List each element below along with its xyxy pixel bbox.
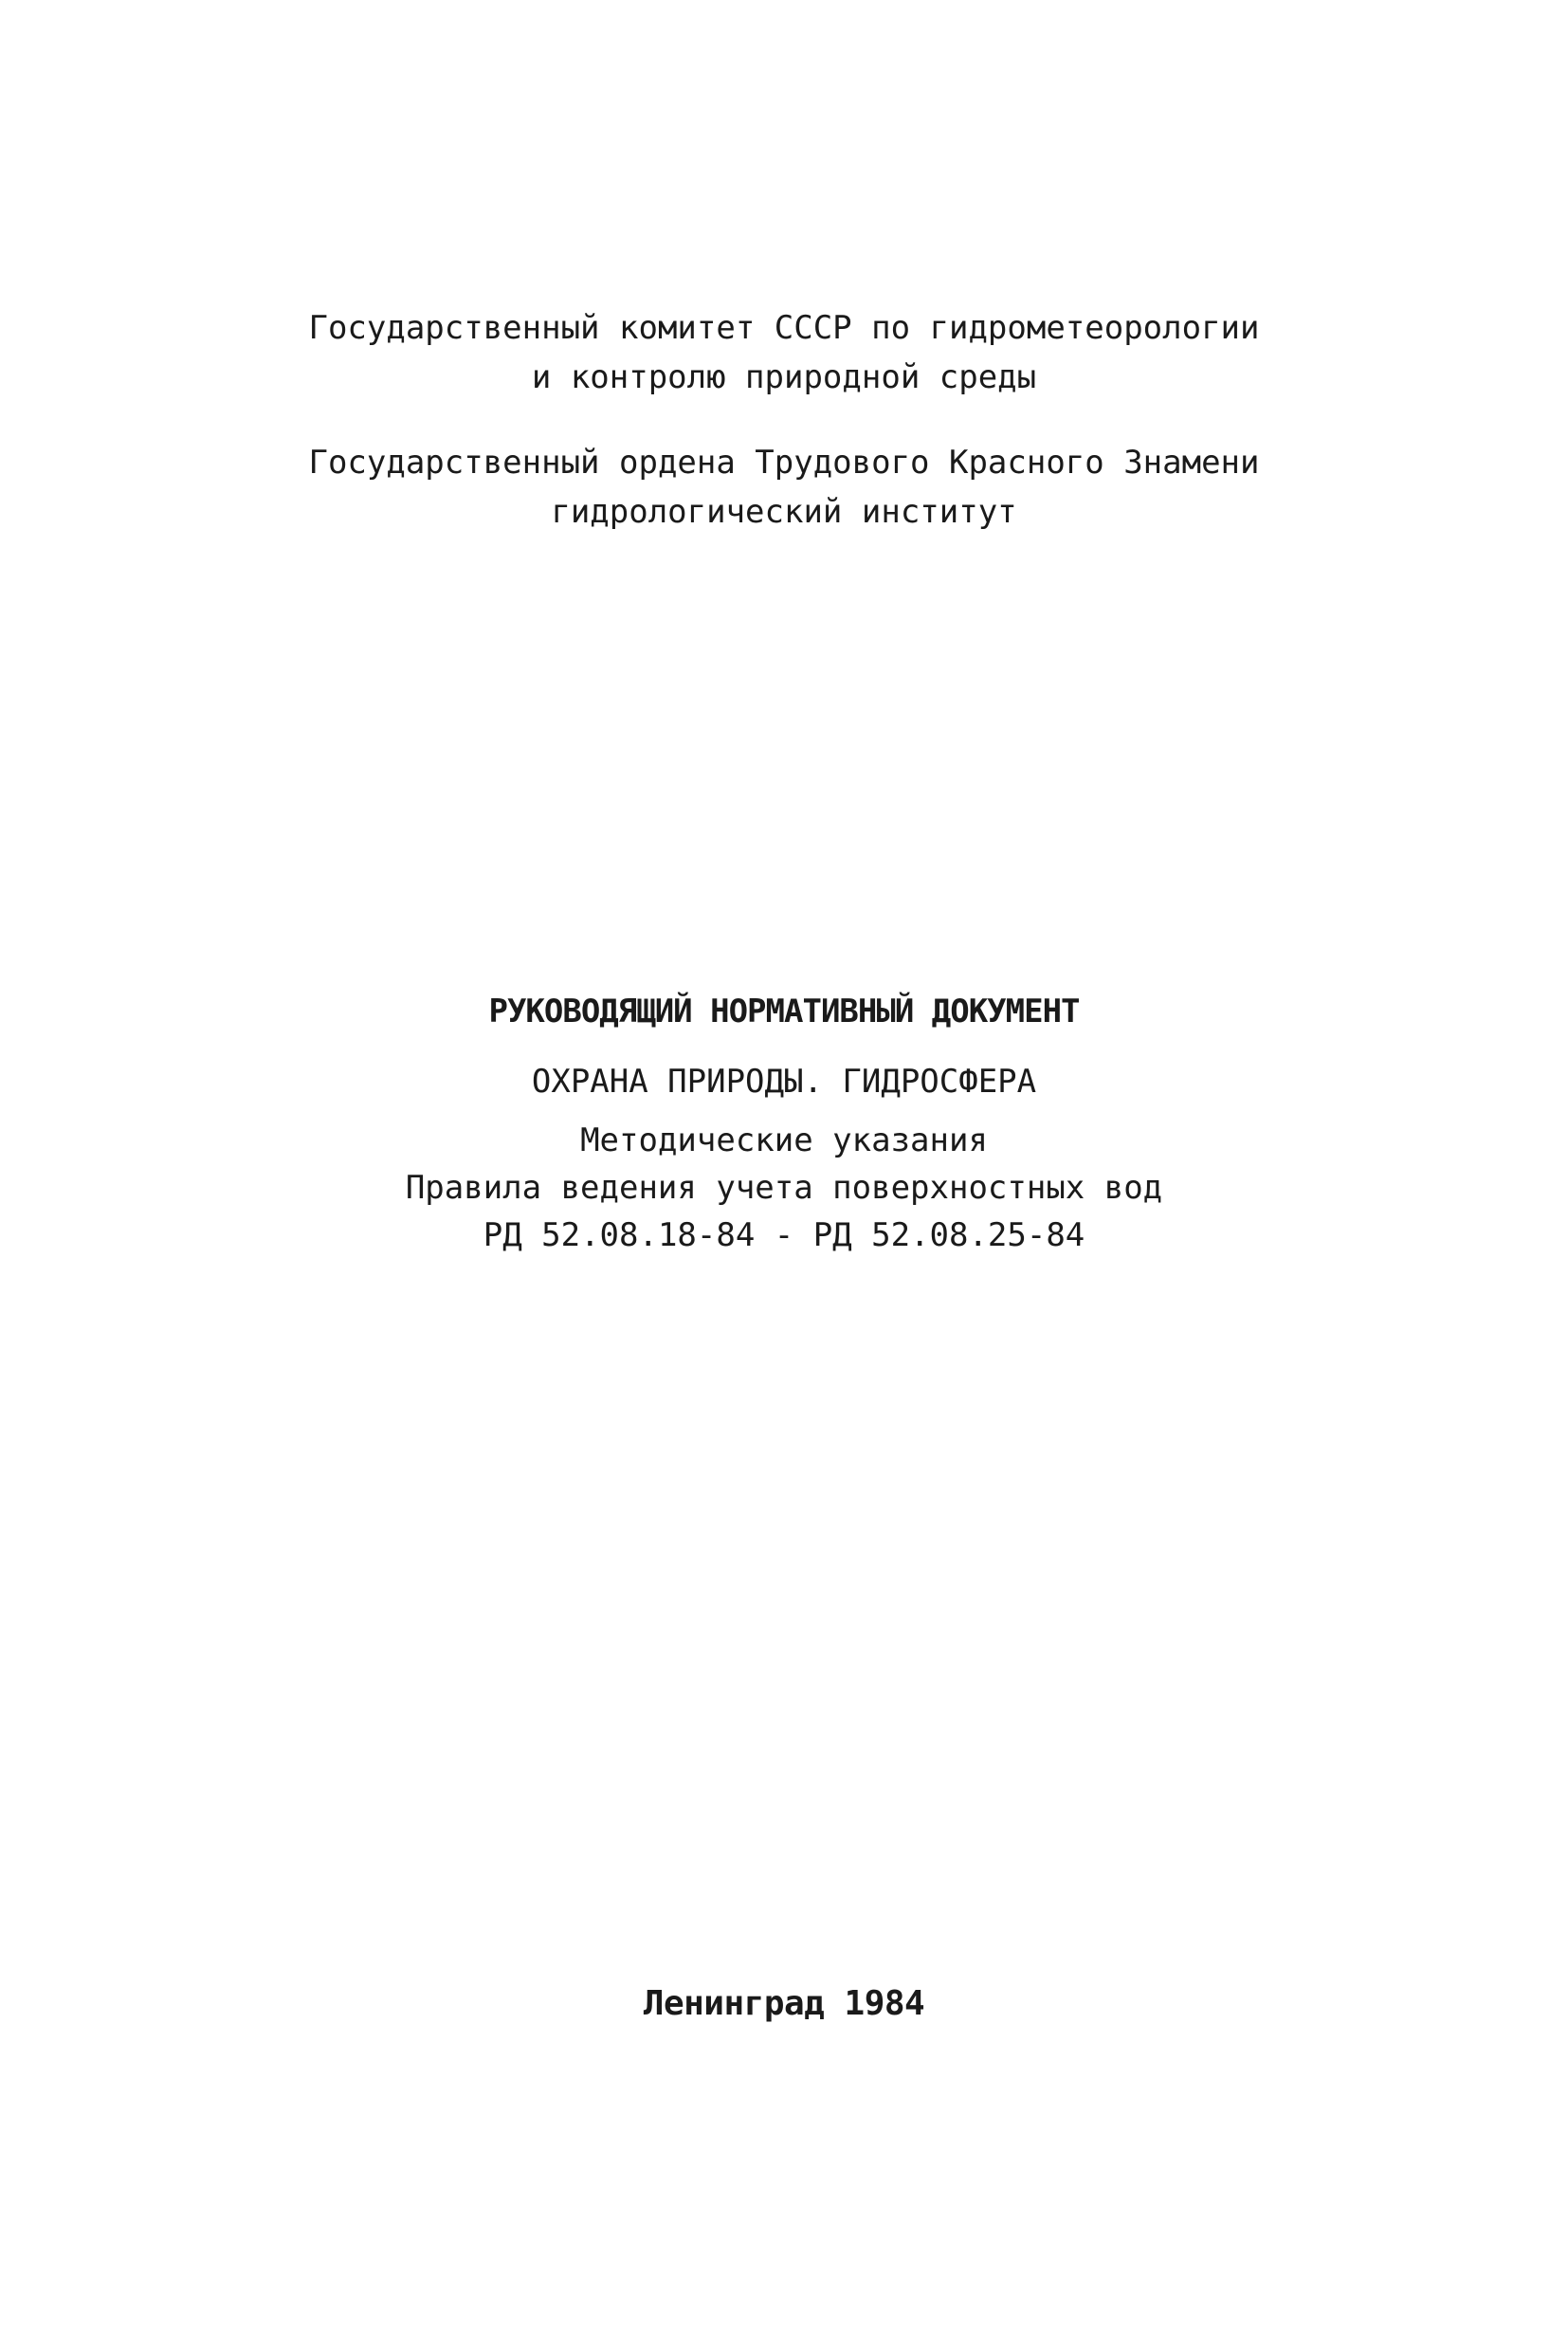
document-title-block [0, 976, 1568, 1259]
document-title: Правила ведения учета поверхностных вод [405, 1169, 1163, 1207]
committee-line-1: Государственный комитет СССР по гидрометеорологии [308, 309, 1260, 347]
institute-heading [0, 438, 1568, 537]
document-kind: Методические указания [580, 1121, 988, 1159]
document-topic: ОХРАНА ПРИРОДЫ. ГИДРОСФЕРА [531, 1063, 1037, 1101]
document-codes: РД 52.08.18-84 - РД 52.08.25-84 [483, 1216, 1085, 1254]
institute-line-2: гидрологический институт [551, 493, 1017, 531]
document-type: РУКОВОДЯЩИЙ НОРМАТИВНЫЙ ДОКУМЕНТ [488, 993, 1080, 1030]
committee-heading [0, 303, 1568, 402]
committee-line-2: и контролю природной среды [531, 358, 1037, 396]
imprint [0, 1979, 1568, 2029]
city-year: Ленинград 1984 [643, 1984, 925, 2023]
institute-line-1: Государственный ордена Трудового Красного Знамени [308, 444, 1260, 482]
